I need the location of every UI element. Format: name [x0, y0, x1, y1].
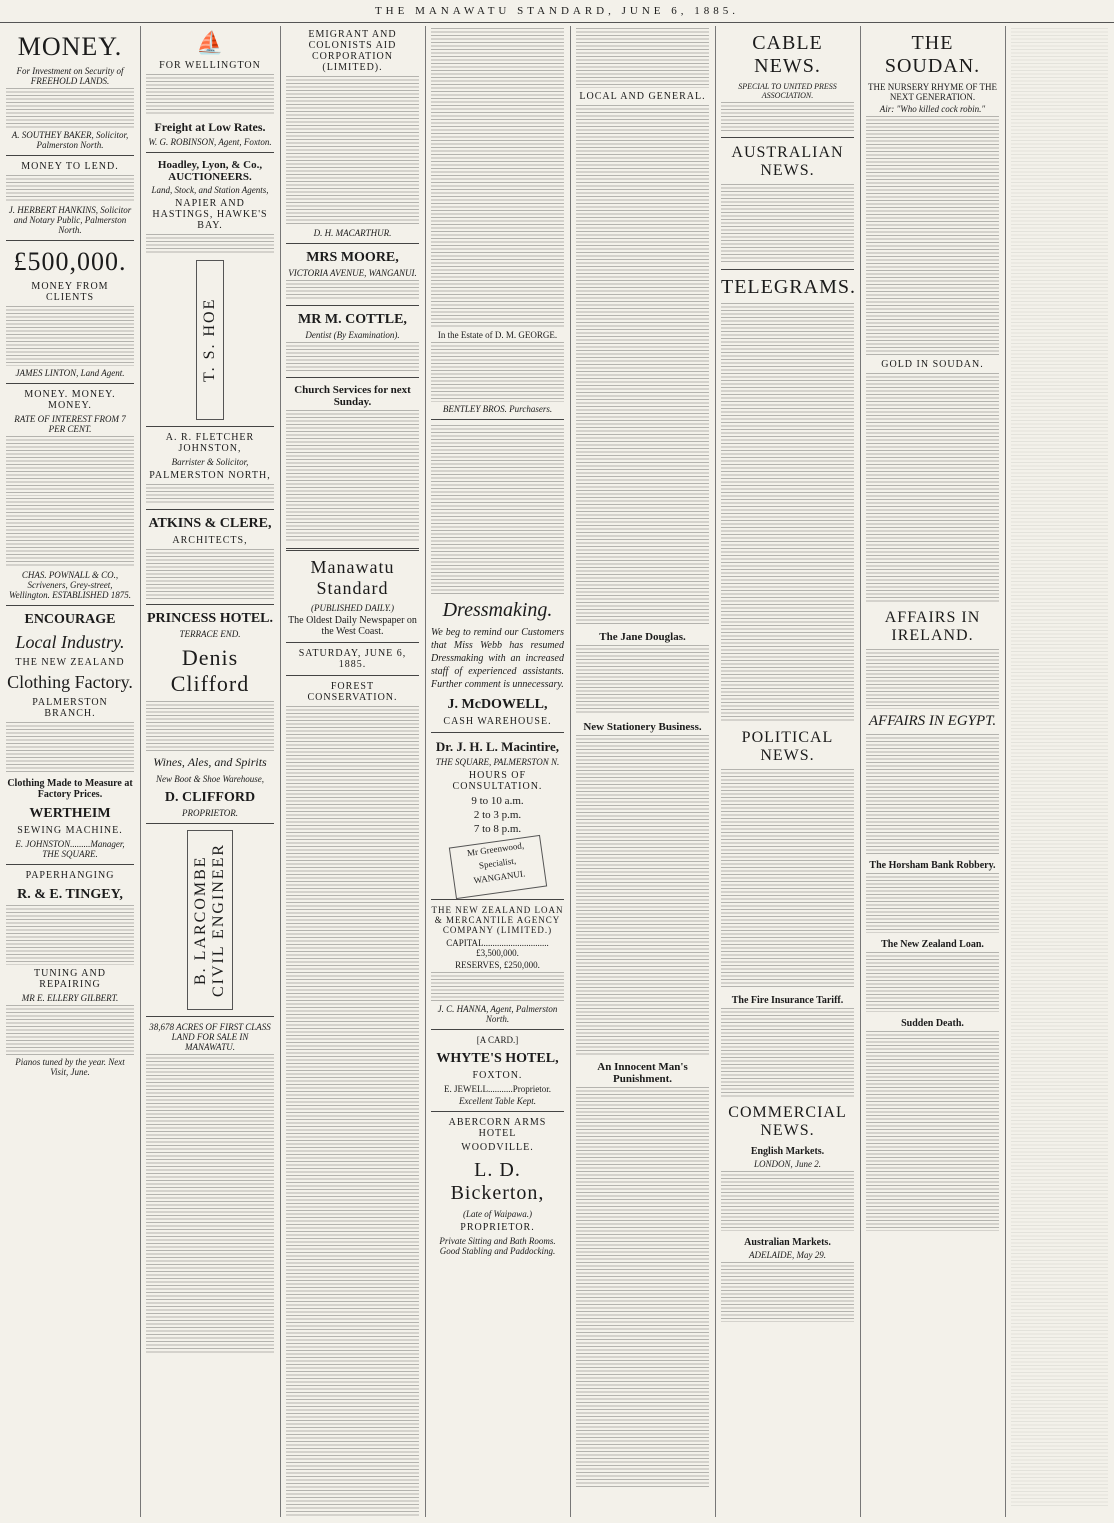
hours-line-3: 7 to 8 p.m.: [473, 823, 522, 835]
tuning-heading: TUNING AND REPAIRING: [34, 968, 106, 990]
standard-nameplate: Manawatu Standard: [310, 557, 395, 598]
commercial-heading: COMMERCIAL NEWS.: [728, 1104, 847, 1139]
article-body-text: [721, 1171, 854, 1231]
money-money-heading: MONEY. MONEY. MONEY.: [24, 389, 116, 411]
amount-heading: £500,000.: [13, 247, 127, 276]
ad-body-text: [286, 342, 419, 372]
napier-line: NAPIER AND HASTINGS, HAWKE'S BAY.: [152, 198, 268, 231]
divider: [146, 426, 274, 427]
paperhanging-heading: PAPERHANGING: [25, 870, 115, 881]
horsham-heading: The Horsham Bank Robbery.: [869, 860, 996, 871]
column-1: [0, 26, 140, 1517]
article-body-text: [866, 649, 999, 709]
gilbert-line: MR E. ELLERY GILBERT.: [21, 993, 119, 1003]
moore-heading: MRS MOORE,: [306, 250, 399, 265]
rhyme-heading: THE NURSERY RHYME OF THE NEXT GENERATION.: [867, 82, 997, 102]
bickerton-heading: L. D. Bickerton,: [450, 1159, 545, 1204]
ad-body-text: [6, 306, 134, 366]
adelaide-dateline: ADELAIDE, May 29.: [749, 1250, 826, 1260]
innocent-heading: An Innocent Man's Punishment.: [597, 1061, 688, 1085]
article-body-text: [866, 873, 999, 933]
divider: [146, 1016, 274, 1017]
article-body-text: [721, 769, 854, 989]
divider: [431, 419, 564, 420]
sudden-heading: Sudden Death.: [901, 1018, 964, 1029]
church-listing: [286, 410, 419, 520]
special-line: SPECIAL TO UNITED PRESS ASSOCIATION.: [738, 82, 837, 100]
daily-line: (PUBLISHED DAILY.): [311, 603, 394, 613]
late-line: (Late of Waipawa.): [463, 1209, 532, 1219]
article-body-text: [721, 1262, 854, 1322]
wellington-heading: FOR WELLINGTON: [159, 60, 261, 71]
divider: [146, 604, 274, 605]
ad-body-text: [146, 74, 274, 114]
soudan-heading: THE SOUDAN.: [884, 32, 981, 77]
political-heading: POLITICAL NEWS.: [741, 729, 834, 764]
ad-body-text: [146, 701, 274, 751]
article-body-text: [431, 425, 564, 595]
divider: [286, 548, 419, 551]
freight-heading: Freight at Low Rates.: [154, 120, 266, 134]
ad-body-text: [286, 522, 419, 542]
hoadley-heading: Hoadley, Lyon, & Co., AUCTIONEERS.: [157, 159, 263, 183]
prop-line: PROPRIETOR.: [460, 1222, 535, 1233]
money-heading: MONEY.: [17, 32, 123, 61]
ad-body-text: [431, 972, 564, 1002]
article-body-text: [866, 373, 999, 603]
woodville-line: WOODVILLE.: [461, 1142, 534, 1153]
ad-body-text: [6, 498, 134, 568]
divider: [431, 732, 564, 733]
table-line: Excellent Table Kept.: [459, 1096, 536, 1106]
manager-line: E. JOHNSTON.........Manager, THE SQUARE.: [15, 839, 125, 859]
bentley-line: BENTLEY BROS. Purchasers.: [442, 404, 553, 414]
clothing-factory-heading: Clothing Factory.: [7, 672, 133, 692]
ad-signer: W. G. ROBINSON, Agent, Foxton.: [148, 137, 272, 147]
capital-line: CAPITAL.............................£3,500,000.: [446, 938, 549, 958]
ad-body-text: [6, 175, 134, 203]
article-body-text: [576, 1087, 709, 1487]
stable-line: New Boot & Shoe Warehouse,: [155, 774, 265, 784]
column-5: [570, 26, 715, 1517]
masthead: THE MANAWATU STANDARD, JUNE 6, 1885.: [0, 0, 1114, 23]
dressmaking-heading: Dressmaking.: [442, 599, 553, 621]
hours-heading: HOURS OF CONSULTATION.: [452, 770, 543, 792]
air-line: Air: "Who killed cock robin.": [879, 104, 986, 114]
moore-address: VICTORIA AVENUE, WANGANUI.: [288, 268, 417, 278]
article-body-text: [721, 184, 854, 264]
forest-heading: FOREST CONSERVATION.: [307, 681, 398, 703]
proprietor-line: PROPRIETOR.: [181, 808, 239, 818]
article-body-text: [431, 28, 564, 328]
divider: [6, 383, 134, 384]
divider: [6, 605, 134, 606]
divider: [721, 137, 854, 138]
clients-heading: MONEY FROM CLIENTS: [31, 281, 109, 303]
ad-body-text: [286, 280, 419, 300]
divider: [286, 305, 419, 306]
column-8: [1005, 26, 1114, 1517]
ad-body-text: [6, 436, 134, 496]
hoe-vertical-ad: T. S. HOE: [196, 260, 224, 420]
tingey-heading: R. & E. TINGEY,: [17, 887, 123, 902]
article-body-text: [866, 952, 999, 1012]
ad-signer: CHAS. POWNALL & CO., Scriveners, Grey-street, Wellington. ESTABLISHED 1875.: [9, 570, 131, 600]
column-3: [280, 26, 425, 1517]
clifford-heading: D. CLIFFORD: [164, 790, 256, 805]
land-line: Land, Stock, and Station Agents,: [151, 185, 269, 195]
measure-heading: Clothing Made to Measure at Factory Prices.: [7, 778, 133, 800]
ad-signer: A. SOUTHEY BAKER, Solicitor, Palmerston North.: [11, 130, 129, 150]
ad-body-text: [431, 342, 564, 402]
emigrant-heading: EMIGRANT AND COLONISTS AID CORPORATION (LIMITED).: [308, 29, 397, 73]
article-body-text: [576, 735, 709, 1055]
cottle-heading: MR M. COTTLE,: [298, 312, 407, 327]
divider: [6, 155, 134, 156]
nzloan-heading: The New Zealand Loan.: [881, 939, 984, 950]
date-line: SATURDAY, JUNE 6, 1885.: [298, 648, 407, 670]
article-body-text: [721, 102, 854, 132]
divider: [146, 509, 274, 510]
cable-heading: CABLE NEWS.: [752, 32, 823, 77]
abercorn-heading: ABERCORN ARMS HOTEL: [448, 1117, 547, 1139]
hours-line-2: 2 to 3 p.m.: [473, 809, 522, 821]
ad-body-text: [6, 905, 134, 965]
fire-heading: The Fire Insurance Tariff.: [731, 995, 844, 1006]
architects-line: ARCHITECTS,: [172, 535, 248, 546]
divider: [286, 377, 419, 378]
square-line: THE SQUARE, PALMERSTON N.: [435, 757, 560, 767]
column-6: [715, 26, 860, 1517]
larcombe-vertical-ad: B. LARCOMBE CIVIL ENGINEER: [187, 830, 233, 1010]
divider: [286, 675, 419, 676]
local-general-heading: LOCAL AND GENERAL.: [579, 91, 706, 102]
hours-line-1: 9 to 10 a.m.: [471, 795, 524, 807]
article-body-text: [866, 1031, 999, 1231]
article-body-text: [866, 734, 999, 854]
greenwood-seal: Mr Greenwood, Specialist, WANGANUI.: [448, 835, 546, 899]
australian-markets-heading: Australian Markets.: [744, 1237, 831, 1248]
barrister-line: Barrister & Solicitor,: [171, 457, 249, 467]
denis-heading: Denis Clifford: [170, 645, 250, 696]
article-body-text: [286, 706, 419, 1517]
divider: [6, 240, 134, 241]
jane-heading: The Jane Douglas.: [599, 631, 686, 643]
terrace-line: TERRACE END.: [179, 629, 241, 639]
column-2: [140, 26, 280, 1517]
whyte-heading: WHYTE'S HOTEL,: [436, 1051, 559, 1066]
sewing-heading: SEWING MACHINE.: [17, 825, 123, 836]
divider: [431, 1111, 564, 1112]
ad-body-text: [286, 76, 419, 226]
article-body-text: [576, 28, 709, 88]
estate-line: In the Estate of D. M. GEORGE.: [437, 330, 558, 340]
column-4: [425, 26, 570, 1517]
article-body-text: [721, 1008, 854, 1098]
local-industry-heading: Local Industry.: [15, 632, 125, 652]
wertheim-heading: WERTHEIM: [29, 806, 111, 821]
dressmaking-text: We beg to remind our Customers that Miss Webb has resumed Dressmaking with an increased staff of experienced assistants. Further comment is unnecessary.: [431, 627, 564, 690]
palmerston-line: PALMERSTON NORTH,: [149, 470, 271, 481]
dentist-line: Dentist (By Examination).: [305, 330, 400, 340]
money-subheading: For Investment on Security of FREEHOLD LANDS.: [16, 66, 124, 86]
ad-body-text: [146, 234, 274, 254]
divider: [286, 243, 419, 244]
egypt-heading: AFFAIRS IN EGYPT.: [868, 713, 997, 729]
gold-heading: GOLD IN SOUDAN.: [881, 359, 984, 370]
poem-text: [866, 116, 999, 356]
ship-icon: ⛵: [196, 30, 224, 55]
ireland-heading: AFFAIRS IN IRELAND.: [884, 609, 981, 644]
atkins-heading: ATKINS & CLERE,: [148, 516, 272, 531]
cash-line: CASH WAREHOUSE.: [443, 716, 552, 727]
jewell-line: E. JEWELL...........Proprietor.: [444, 1084, 551, 1094]
card-line: [A CARD.]: [476, 1035, 519, 1045]
reserves-line: RESERVES, £250,000.: [455, 960, 540, 970]
ad-signer: J. HERBERT HANKINS, Solicitor and Notary Public, Palmerston North.: [8, 205, 132, 235]
london-dateline: LONDON, June 2.: [754, 1159, 821, 1169]
hanna-line: J. C. HANNA, Agent, Palmerston North.: [437, 1004, 558, 1024]
divider: [146, 823, 274, 824]
lend-heading: MONEY TO LEND.: [21, 161, 119, 172]
ad-body-text: [6, 88, 134, 128]
wines-line: Wines, Ales, and Spirits: [153, 755, 267, 769]
oldest-line: The Oldest Daily Newspaper on the West Coast.: [288, 615, 417, 637]
page-edge: [1011, 28, 1108, 1508]
english-heading: English Markets.: [750, 1146, 825, 1157]
article-body-text: [721, 303, 854, 723]
private-line: Private Sitting and Bath Rooms. Good Stabling and Paddocking.: [439, 1236, 556, 1256]
acres-line: 38,678 ACRES OF FIRST CLASS LAND FOR SALE IN MANAWATU.: [149, 1022, 271, 1052]
australian-heading: AUSTRALIAN NEWS.: [731, 144, 844, 179]
ad-body-text: [146, 1054, 274, 1354]
foxton-line: FOXTON.: [472, 1070, 523, 1081]
divider: [721, 269, 854, 270]
divider: [146, 152, 274, 153]
divider: [286, 642, 419, 643]
johnston-heading: A. R. FLETCHER JOHNSTON,: [165, 432, 255, 454]
ad-body-text: [6, 1005, 134, 1055]
ad-body-text: [146, 484, 274, 504]
macintire-heading: Dr. J. H. L. Macintire,: [435, 739, 560, 754]
rate-line: RATE OF INTEREST FROM 7 PER CENT.: [14, 414, 126, 434]
princess-heading: PRINCESS HOTEL.: [146, 611, 274, 626]
nz-line: THE NEW ZEALAND: [15, 657, 125, 668]
stationery-heading: New Stationery Business.: [583, 721, 702, 733]
ad-signer: JAMES LINTON, Land Agent.: [15, 368, 125, 378]
loan-heading: THE NEW ZEALAND LOAN & MERCANTILE AGENCY COMPANY (LIMITED.): [431, 905, 564, 935]
encourage-heading: ENCOURAGE: [24, 612, 116, 627]
divider: [431, 899, 564, 900]
pianos-line: Pianos tuned by the year. Next Visit, June.: [15, 1057, 125, 1077]
divider: [6, 864, 134, 865]
telegrams-heading: TELEGRAMS.: [721, 276, 856, 298]
church-heading: Church Services for next Sunday.: [294, 384, 411, 408]
mcdowell-heading: J. McDOWELL,: [447, 697, 548, 712]
ad-body-text: [146, 549, 274, 599]
article-body-text: [576, 105, 709, 625]
article-body-text: [576, 645, 709, 715]
ad-body-text: [6, 722, 134, 772]
ad-signer: D. H. MACARTHUR.: [313, 228, 392, 238]
column-7: [860, 26, 1005, 1517]
divider: [431, 1029, 564, 1030]
branch-line: PALMERSTON BRANCH.: [32, 697, 108, 719]
